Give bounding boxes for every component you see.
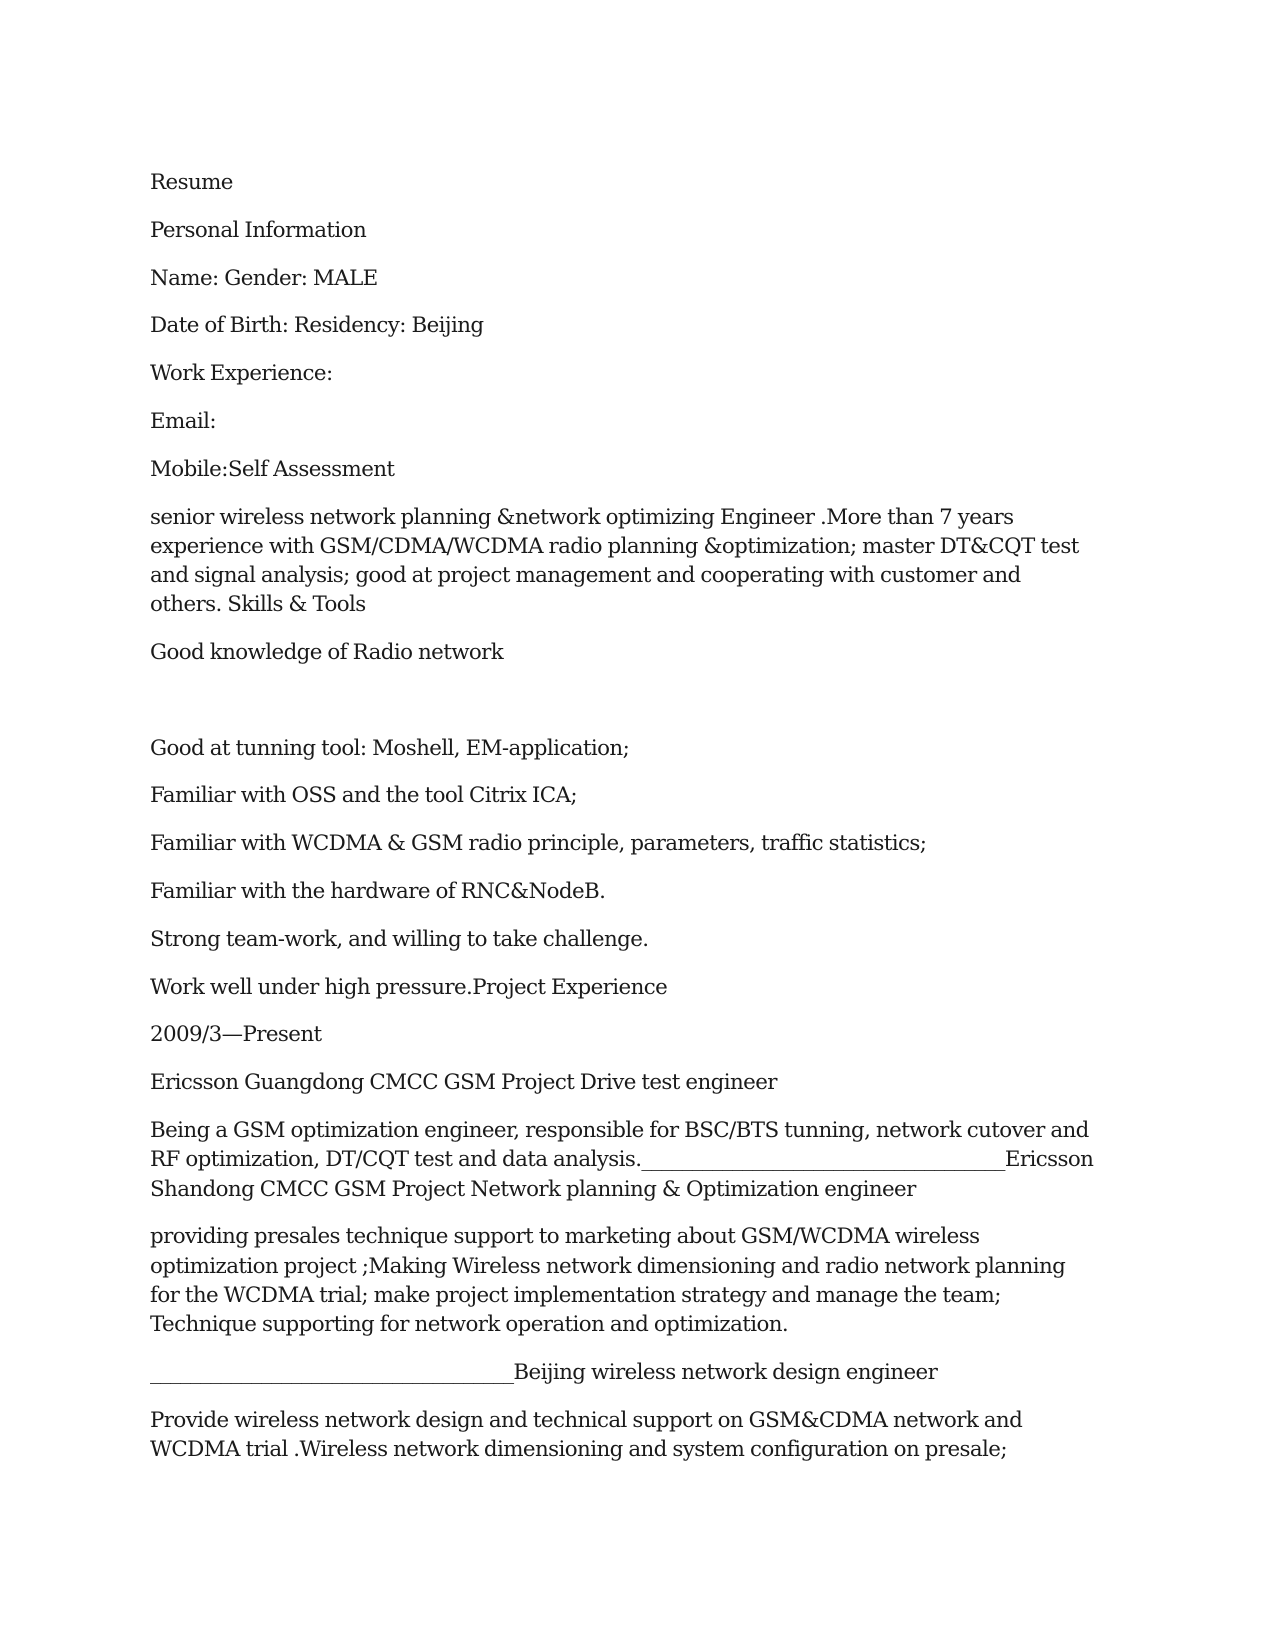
skill-item: Strong team-work, and willing to take challenge. [150, 926, 649, 952]
project1-description [150, 1116, 1130, 1204]
resume-title: Resume [150, 170, 233, 195]
skill-item: Familiar with the hardware of RNC&NodeB. [150, 878, 606, 904]
project2-line: for the WCDMA trial; make project implementation strategy and manage the team; [150, 1282, 1001, 1308]
project2-description [150, 1222, 1130, 1339]
summary-line: senior wireless network planning &network optimizing Engineer .More than 7 years [150, 504, 1014, 530]
project3-line: WCDMA trial .Wireless network dimensioning and system configuration on presale; [150, 1437, 1007, 1463]
project1-line: Being a GSM optimization engineer, responsible for BSC/BTS tunning, network cutover and [150, 1117, 1089, 1143]
project3-title: ____________________________________Beijing wireless network design engineer [150, 1360, 938, 1386]
dob-residency-line: Date of Birth: Residency: Beijing [150, 313, 484, 339]
summary-line: others. Skills & Tools [150, 592, 366, 618]
email-line: Email: [150, 408, 216, 434]
skill-item: Good knowledge of Radio network [150, 640, 504, 666]
project3-line: Provide wireless network design and technical support on GSM&CDMA network and [150, 1407, 1023, 1433]
summary-line: and signal analysis; good at project management and cooperating with customer and [150, 563, 1021, 589]
project-period: 2009/3—Present [150, 1022, 322, 1048]
project2-line: providing presales technique support to marketing about GSM/WCDMA wireless [150, 1224, 980, 1250]
resume-content [150, 168, 1130, 1483]
name-gender-line: Name: Gender: MALE [150, 265, 378, 291]
summary-paragraph [150, 503, 1130, 620]
skill-item: Familiar with WCDMA & GSM radio principle, parameters, traffic statistics; [150, 831, 927, 857]
skill-item: Work well under high pressure.Project Experience [150, 974, 668, 1000]
project1-line: Shandong CMCC GSM Project Network planning & Optimization engineer [150, 1176, 916, 1202]
project2-line: Technique supporting for network operation and optimization. [150, 1312, 789, 1338]
skill-item: Familiar with OSS and the tool Citrix ICA; [150, 783, 577, 809]
project1-title: Ericsson Guangdong CMCC GSM Project Drive test engineer [150, 1070, 777, 1096]
project3-description [150, 1406, 1130, 1465]
summary-line: experience with GSM/CDMA/WCDMA radio planning &optimization; master DT&CQT test [150, 533, 1079, 559]
personal-info-heading: Personal Information [150, 217, 367, 243]
project1-line: RF optimization, DT/CQT test and data analysis.____________________________________Ericsson [150, 1147, 1094, 1173]
project2-line: optimization project ;Making Wireless network dimensioning and radio network planning [150, 1253, 1066, 1279]
skill-item: Good at tunning tool: Moshell, EM-application; [150, 735, 630, 761]
mobile-self-assessment-line: Mobile:Self Assessment [150, 456, 395, 482]
work-experience-line: Work Experience: [150, 361, 333, 387]
